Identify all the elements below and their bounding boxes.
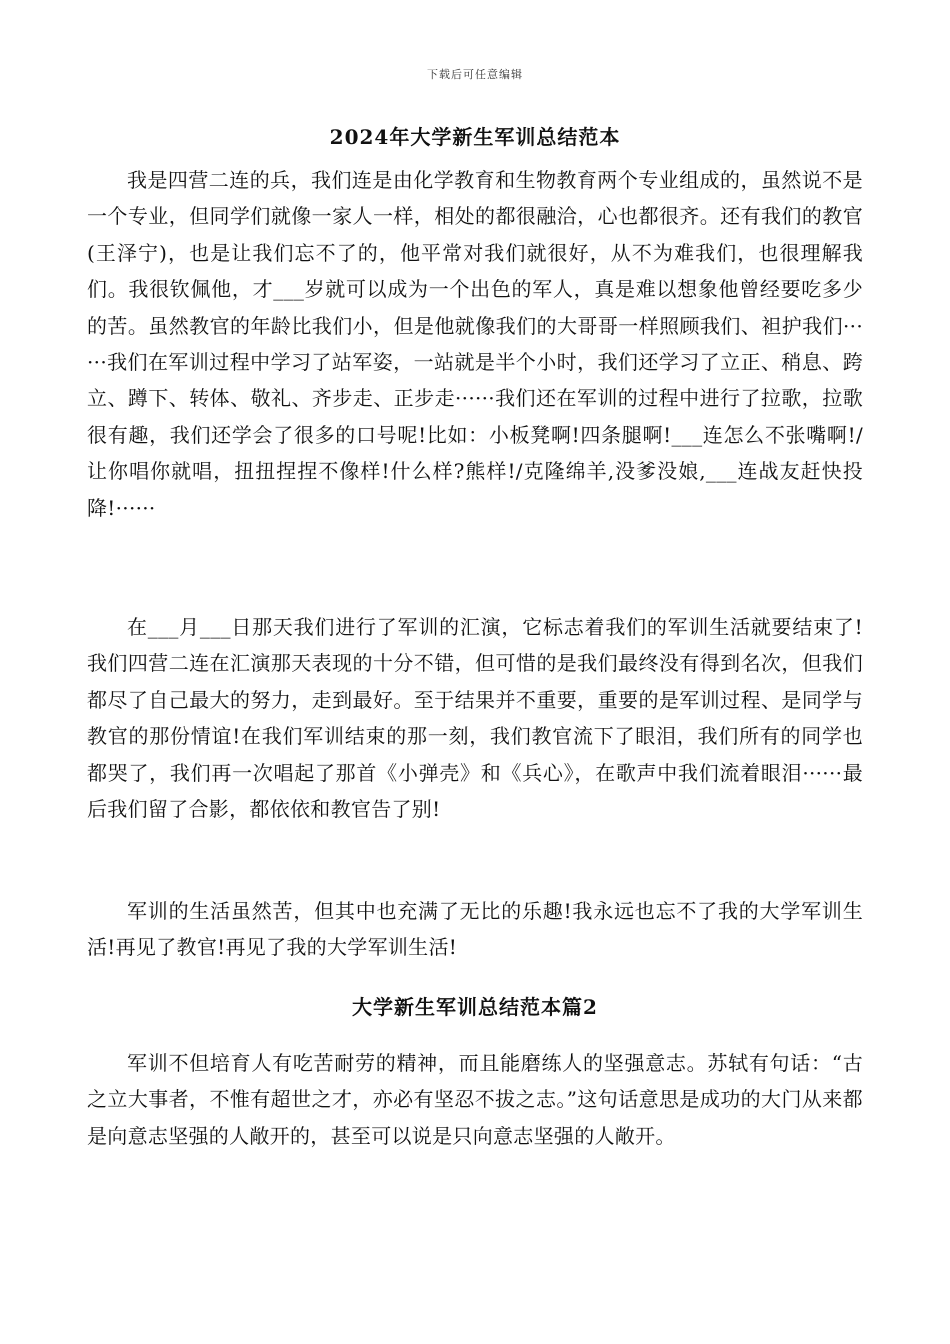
document-title: 2024年大学新生军训总结范本 (329, 125, 621, 149)
paragraph-2: 在___月___日那天我们进行了军训的汇演，它标志着我们的军训生活就要结束了!我们四营二连在汇演那天表现的十分不错，但可惜的是我们最终没有得到名次，但我们都尽了自己最大的努力，走到最好。至于结果并不重要，重要的是军训过程、是同学与教官的那份情谊!在我们军训结束的那一刻，我们教官流下了眼泪，我们所有的同学也都哭了，我们再一次唱起了那首《小弹壳》和《兵心》，在歌声中我们流着眼泪······最后我们留了合影，都依依和教官告了别! (87, 615, 863, 822)
paragraph-3: 军训的生活虽然苦，但其中也充满了无比的乐趣!我永远也忘不了我的大学军训生活!再见了教官!再见了我的大学军训生活! (87, 899, 863, 960)
section-2-paragraph-1: 军训不但培育人有吃苦耐劳的精神，而且能磨练人的坚强意志。苏轼有句话：“古之立大事者，不惟有超世之才，亦必有坚忍不拔之志。”这句话意思是成功的大门从来都是向意志坚强的人敞开的，甚至可以说是只向意志坚强的人敞开。 (87, 1051, 863, 1148)
section-2-title: 大学新生军训总结范本篇2 (352, 995, 598, 1019)
header-note: 下载后可任意编辑 (427, 68, 523, 81)
paragraph-1: 我是四营二连的兵，我们连是由化学教育和生物教育两个专业组成的，虽然说不是一个专业，但同学们就像一家人一样，相处的都很融洽，心也都很齐。还有我们的教官(王泽宁)，也是让我们忘不了的，他平常对我们就很好，从不为难我们，也很理解我们。我很钦佩他，才___岁就可以成为一个出色的军人，真是难以想象他曾经要吃多少的苦。虽然教官的年龄比我们小，但是他就像我们的大哥哥一样照顾我们、袒护我们······我们在军训过程中学习了站军姿，一站就是半个小时，我们还学习了立正、稍息、跨立、蹲下、转体、敬礼、齐步走、正步走······我们还在军训的过程中进行了拉歌，拉歌很有趣，我们还学会了很多的口号呢!比如：小板凳啊!四条腿啊!___连怎么不张嘴啊!/让你唱你就唱，扭扭捏捏不像样!什么样?熊样!/克隆绵羊,没爹没娘,___连战友赶快投降!······ (87, 168, 863, 520)
